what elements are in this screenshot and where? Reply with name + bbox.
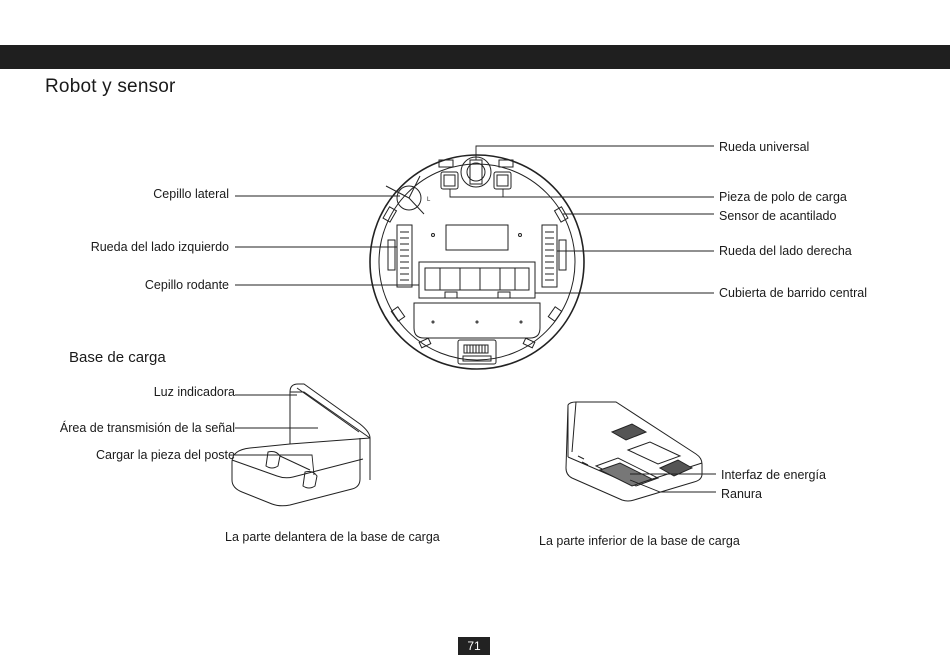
label-central-cover: Cubierta de barrido central xyxy=(719,286,867,300)
label-cliff-sensor: Sensor de acantilado xyxy=(719,209,837,223)
label-left-wheel: Rueda del lado izquierdo xyxy=(90,240,229,254)
caption-front: La parte delantera de la base de carga xyxy=(225,530,440,544)
label-charging-pole: Pieza de polo de carga xyxy=(719,190,847,204)
label-universal-wheel: Rueda universal xyxy=(719,140,810,154)
label-rolling-brush: Cepillo rodante xyxy=(144,278,229,292)
caption-bottom: La parte inferior de la base de carga xyxy=(539,534,740,548)
svg-text:L: L xyxy=(427,197,431,203)
label-slot: Ranura xyxy=(721,487,762,501)
label-signal-area: Área de transmisión de la señal xyxy=(59,421,235,435)
label-side-brush: Cepillo lateral xyxy=(153,187,229,201)
page-title: Robot y sensor xyxy=(45,76,176,97)
robot-bottom-illustration xyxy=(370,155,584,369)
dock-front-illustration xyxy=(232,384,370,506)
label-indicator-light: Luz indicadora xyxy=(153,385,235,399)
label-charge-post: Cargar la pieza del poste xyxy=(96,448,235,462)
label-right-wheel: Rueda del lado derecha xyxy=(719,244,852,258)
label-power-interface: Interfaz de energía xyxy=(721,468,826,482)
page-number: 71 xyxy=(458,637,490,655)
dock-section-title: Base de carga xyxy=(69,349,166,366)
dock-bottom-illustration xyxy=(566,402,702,501)
